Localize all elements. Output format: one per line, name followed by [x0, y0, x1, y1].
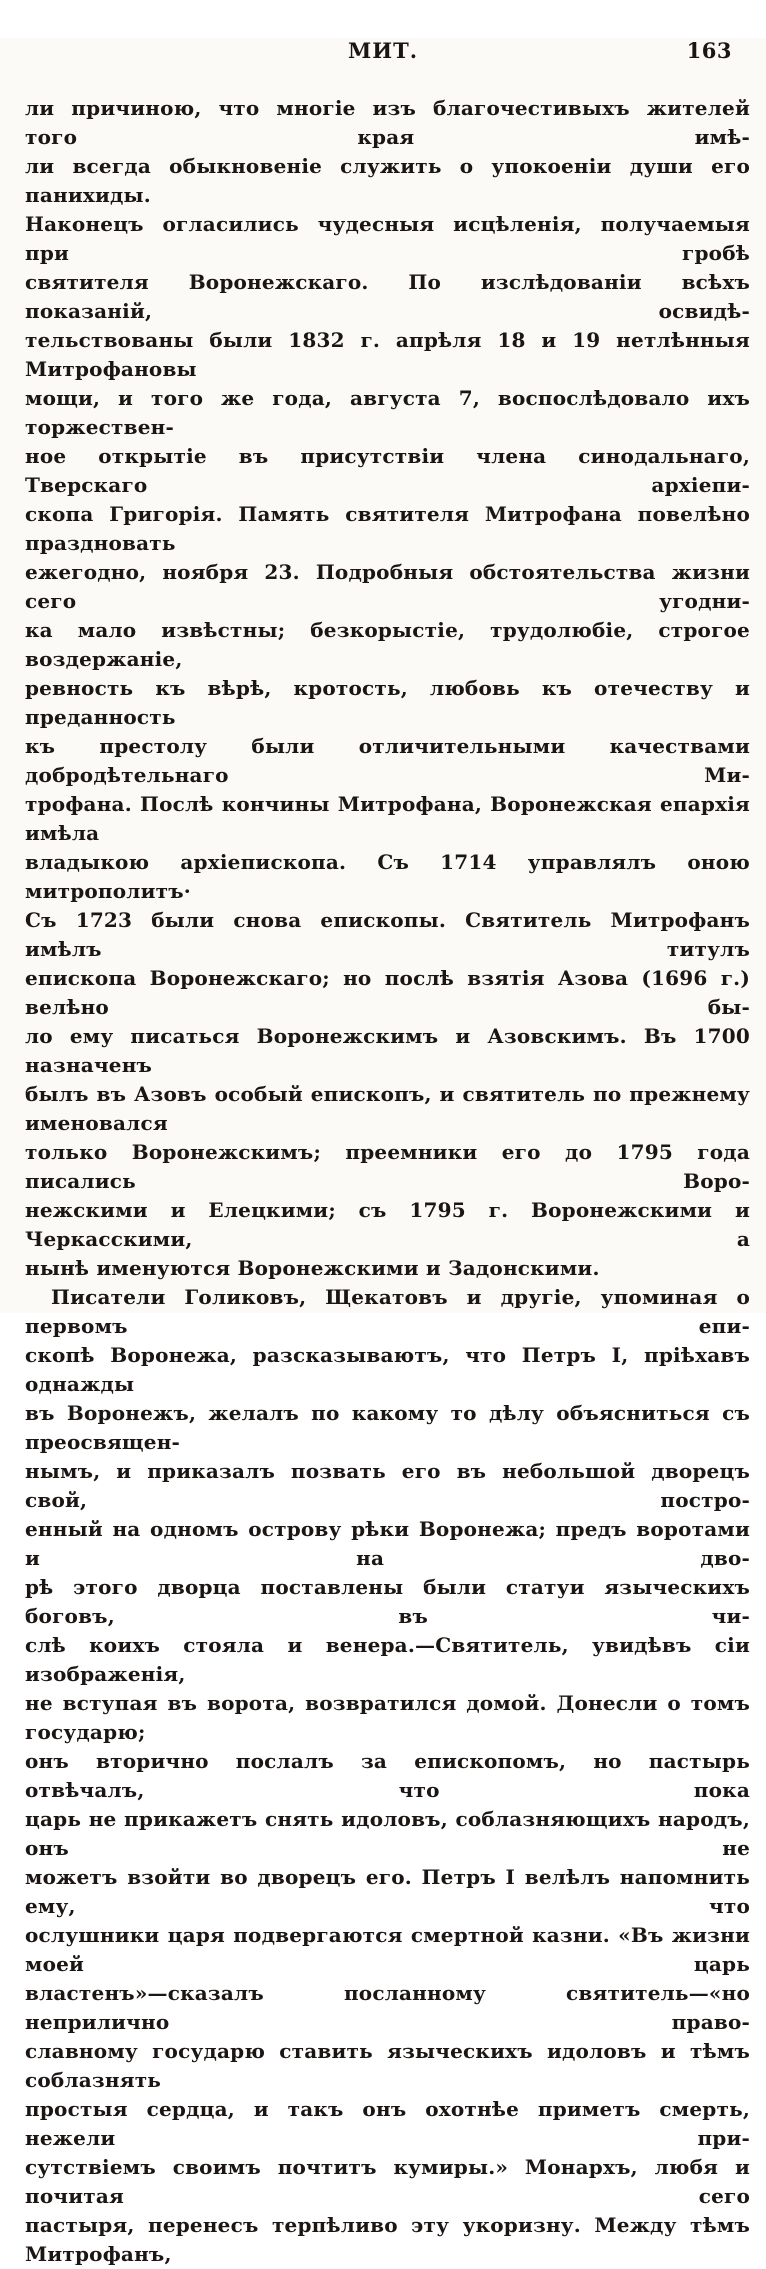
- text-line: можетъ взойти во дворецъ его. Петръ I велѣлъ напомнить ему, что: [25, 1865, 750, 1918]
- text-line: епископа Воронежскаго; но послѣ взятія Азова (1696 г.) велѣно бы-: [25, 966, 750, 1019]
- text-line: слѣ коихъ стояла и венера.—Святитель, увидѣвъ сіи изображенія,: [25, 1633, 750, 1686]
- text-line: онъ вторично послалъ за епископомъ, но пастырь отвѣчалъ, что пока: [25, 1749, 750, 1802]
- text-line: енный на одномъ острову рѣки Воронежа; предъ воротами и на дво-: [25, 1517, 750, 1570]
- text-line: тельствованы были 1832 г. апрѣля 18 и 19 нетлѣнныя Митрофановы: [25, 328, 750, 381]
- text-line: нынѣ именуются Воронежскими и Задонскими.: [25, 1256, 600, 1280]
- text-line: ежегодно, ноября 23. Подробныя обстоятельства жизни сего угодни-: [25, 560, 750, 613]
- text-line: ли причиною, что многіе изъ благочестивыхъ жителей того края имѣ-: [25, 96, 750, 149]
- text-line: сутствіемъ своимъ почтитъ кумиры.» Монархъ, любя и почитая сего: [25, 2155, 750, 2208]
- text-line: ли всегда обыкновеніе служить о упокоеніи души его панихиды.: [25, 154, 750, 207]
- running-title: МИТ.: [347, 38, 419, 63]
- text-line: въ Воронежъ, желалъ по какому то дѣлу объясниться съ преосвящен-: [25, 1401, 750, 1454]
- text-line: ослушники царя подвергаются смертной казни. «Въ жизни моей царь: [25, 1923, 750, 1976]
- text-line: Наконецъ огласились чудесныя исцѣленія, получаемыя при гробѣ: [25, 212, 750, 265]
- text-line: рѣ этого дворца поставлены были статуи языческихъ боговъ, въ чи-: [25, 1575, 750, 1628]
- text-line: къ престолу были отличительными качествами добродѣтельнаго Ми-: [25, 734, 750, 787]
- text-line: мощи, и того же года, августа 7, воспослѣдовало ихъ торжествен-: [25, 386, 750, 439]
- text-line: царь не прикажетъ снять идоловъ, соблазняющихъ народъ, онъ не: [25, 1807, 750, 1860]
- text-line: былъ въ Азовъ особый епископъ, и святитель по прежнему именовался: [25, 1082, 750, 1135]
- paragraph-1: [25, 94, 750, 1283]
- text-line: только Воронежскимъ; преемники его до 1795 года писались Воро-: [25, 1140, 750, 1193]
- text-line: властенъ»—сказалъ посланному святитель—«но неприлично право-: [25, 1981, 750, 2034]
- text-line: ка мало извѣстны; безкорыстіе, трудолюбіе, строгое воздержаніе,: [25, 618, 750, 671]
- text-line: не вступая въ ворота, возвратился домой. Донесли о томъ государю;: [25, 1691, 750, 1744]
- paragraph-2: [25, 1283, 750, 2269]
- text-line: скопа Григорія. Память святителя Митрофана повелѣно праздновать: [25, 502, 750, 555]
- text-line: славному государю ставить языческихъ идоловъ и тѣмъ соблазнять: [25, 2039, 750, 2092]
- text-line: нежскими и Елецкими; съ 1795 г. Воронежскими и Черкасскими, а: [25, 1198, 750, 1251]
- text-line: нымъ, и приказалъ позвать его въ небольшой дворецъ свой, постро-: [25, 1459, 750, 1512]
- text-line: скопѣ Воронежа, разсказываютъ, что Петръ I, пріѣхавъ однажды: [25, 1343, 750, 1396]
- text-line: ное открытіе въ присутствіи члена синодальнаго, Тверскаго архіепи-: [25, 444, 750, 497]
- page-header: [0, 38, 766, 66]
- text-line: простыя сердца, и такъ онъ охотнѣе приметъ смерть, нежели при-: [25, 2097, 750, 2150]
- page-number: 163: [686, 38, 732, 63]
- text-line: ло ему писаться Воронежскимъ и Азовскимъ. Въ 1700 назначенъ: [25, 1024, 750, 1077]
- text-line: пастыря, перенесъ терпѣливо эту укоризну. Между тѣмъ Митрофанъ,: [25, 2213, 750, 2266]
- text-line: ревность къ вѣрѣ, кротость, любовь къ отечеству и преданность: [25, 676, 750, 729]
- text-line: святителя Воронежскаго. По изслѣдованіи всѣхъ показаній, освидѣ-: [25, 270, 750, 323]
- text-line: Съ 1723 были снова епископы. Святитель Митрофанъ имѣлъ титулъ: [25, 908, 750, 961]
- page-body: [0, 94, 766, 2269]
- text-line: владыкою архіепископа. Съ 1714 управлялъ оною митрополитъ·: [25, 850, 750, 903]
- book-page: [0, 38, 766, 2266]
- text-line: трофана. Послѣ кончины Митрофана, Воронежская епархія имѣла: [25, 792, 750, 845]
- text-line: Писатели Голиковъ, Щекатовъ и другіе, упоминая о первомъ епи-: [25, 1285, 750, 1338]
